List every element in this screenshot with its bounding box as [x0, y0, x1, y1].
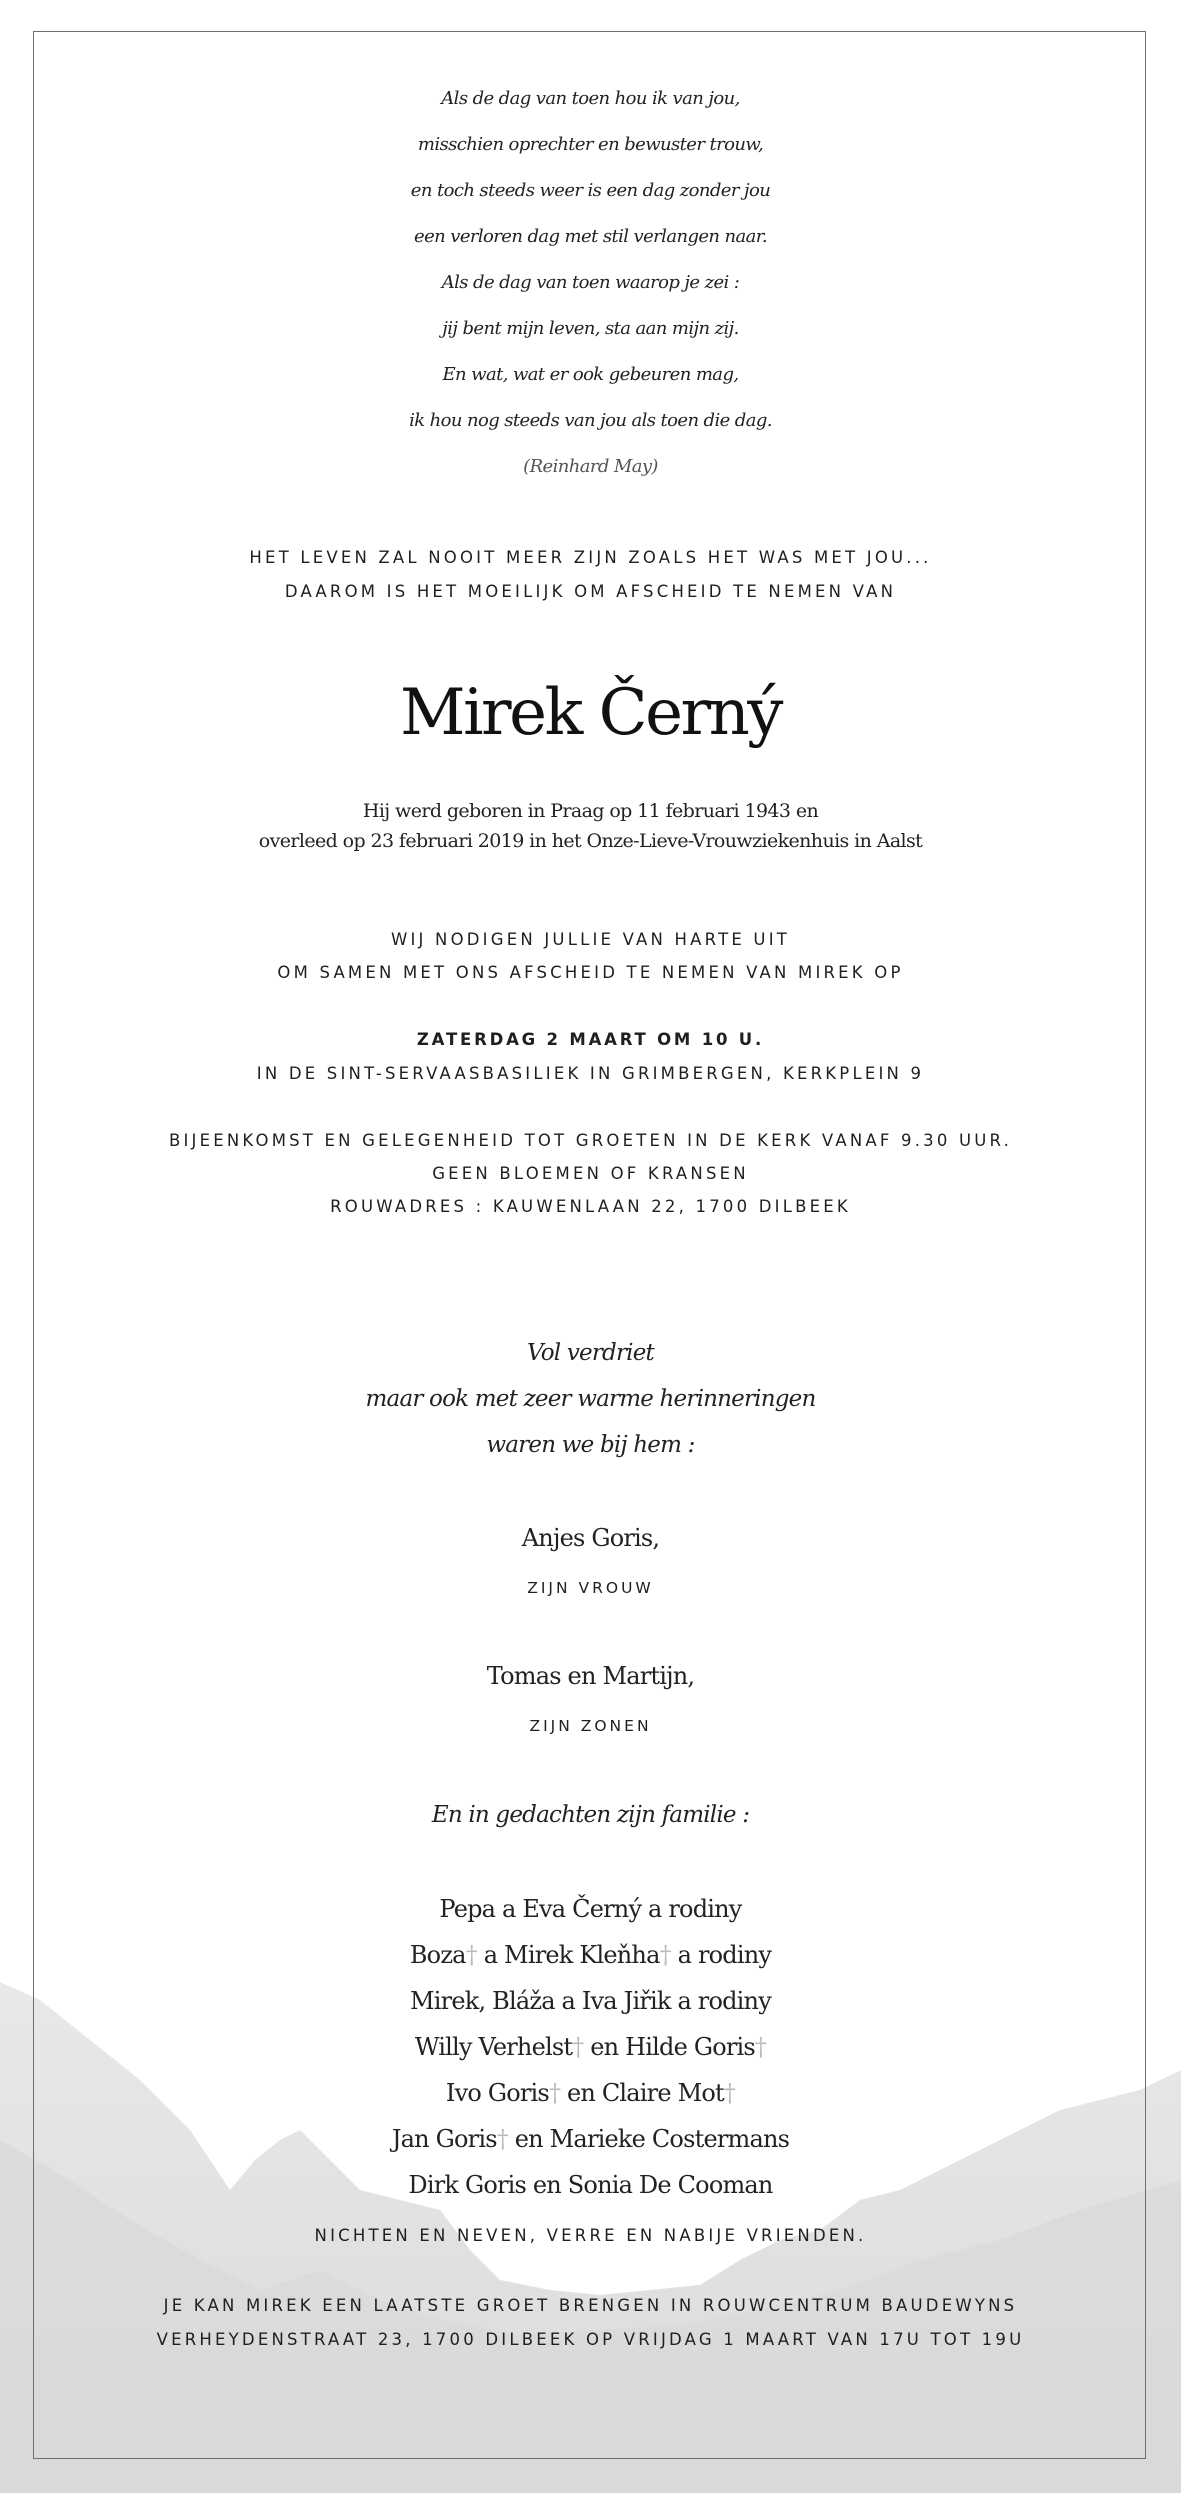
sons-name: Tomas en Martijn, — [486, 1662, 695, 1690]
ceremony-date: ZATERDAG 2 MAART OM 10 U. — [416, 1030, 765, 1049]
visit-line-2: VERHEYDENSTRAAT 23, 1700 DILBEEK OP VRIJDAG 1 MAART VAN 17U TOT 19U — [156, 2330, 1025, 2349]
family-line-4: Willy Verhelst† en Hilde Goris† — [414, 2033, 767, 2061]
mourners-intro-2: maar ook met zeer warme herinneringen — [365, 1386, 816, 1412]
poem-source: (Reinhard May) — [523, 456, 658, 477]
dagger: † — [723, 2079, 736, 2107]
deceased-name: Mirek Černý — [400, 676, 781, 750]
family-line-1: Pepa a Eva Černý a rodiny — [439, 1895, 742, 1923]
family-intro: En in gedachten zijn familie : — [431, 1802, 750, 1828]
gathering-info: BIJEENKOMST EN GELEGENHEID TOT GROETEN IN DE KERK VANAF 9.30 UUR. — [168, 1131, 1013, 1150]
poem-line-8: ik hou nog steeds van jou als toen die dag. — [409, 410, 772, 431]
sons-role: ZIJN ZONEN — [529, 1717, 652, 1735]
poem-line-1: Als de dag van toen hou ik van jou, — [441, 88, 740, 109]
intro-line-2: DAAROM IS HET MOEILIJK OM AFSCHEID TE NEMEN VAN — [284, 582, 897, 601]
invitation-line-2: OM SAMEN MET ONS AFSCHEID TE NEMEN VAN MIREK OP — [277, 963, 904, 982]
poem-line-2: misschien oprechter en bewuster trouw, — [417, 134, 764, 155]
dagger: † — [754, 2033, 767, 2061]
mourning-address: ROUWADRES : KAUWENLAAN 22, 1700 DILBEEK — [330, 1197, 851, 1216]
birth-line: Hij werd geboren in Praag op 11 februari 1943 en — [362, 800, 819, 822]
mourners-intro-3: waren we bij hem : — [486, 1432, 695, 1458]
flowers-note: GEEN BLOEMEN OF KRANSEN — [432, 1164, 749, 1183]
wife-role: ZIJN VROUW — [527, 1579, 654, 1597]
dagger: † — [496, 2125, 508, 2153]
poem-line-7: En wat, wat er ook gebeuren mag, — [442, 364, 739, 385]
poem-line-3: en toch steeds weer is een dag zonder jou — [410, 180, 771, 201]
dagger: † — [659, 1941, 671, 1969]
family-line-7: Dirk Goris en Sonia De Cooman — [408, 2171, 773, 2199]
others-line: NICHTEN EN NEVEN, VERRE EN NABIJE VRIENDEN. — [314, 2226, 867, 2245]
intro-line-1: HET LEVEN ZAL NOOIT MEER ZIJN ZOALS HET WAS MET JOU... — [249, 548, 932, 567]
family-line-5: Ivo Goris† en Claire Mot† — [445, 2079, 736, 2107]
dagger: † — [572, 2033, 584, 2061]
visit-line-1: JE KAN MIREK EEN LAATSTE GROET BRENGEN IN ROUWCENTRUM BAUDEWYNS — [163, 2296, 1018, 2315]
dagger: † — [465, 1941, 477, 1969]
family-line-2: Boza† a Mirek Kleňha† a rodiny — [409, 1941, 772, 1969]
poem-line-5: Als de dag van toen waarop je zei : — [441, 272, 740, 293]
family-line-3: Mirek, Bláža a Iva Jiřik a rodiny — [410, 1987, 771, 2015]
family-line-6: Jan Goris† en Marieke Costermans — [391, 2125, 790, 2153]
dagger: † — [548, 2079, 561, 2107]
death-line: overleed op 23 februari 2019 in het Onze-Lieve-Vrouwziekenhuis in Aalst — [258, 830, 923, 852]
ceremony-place: IN DE SINT-SERVAASBASILIEK IN GRIMBERGEN, KERKPLEIN 9 — [256, 1064, 925, 1083]
mourners-intro-1: Vol verdriet — [527, 1340, 654, 1366]
poem-line-4: een verloren dag met stil verlangen naar. — [414, 226, 767, 247]
invitation-line-1: WIJ NODIGEN JULLIE VAN HARTE UIT — [390, 930, 791, 949]
poem-line-6: jij bent mijn leven, sta aan mijn zij. — [442, 318, 739, 339]
wife-name: Anjes Goris, — [521, 1524, 660, 1552]
